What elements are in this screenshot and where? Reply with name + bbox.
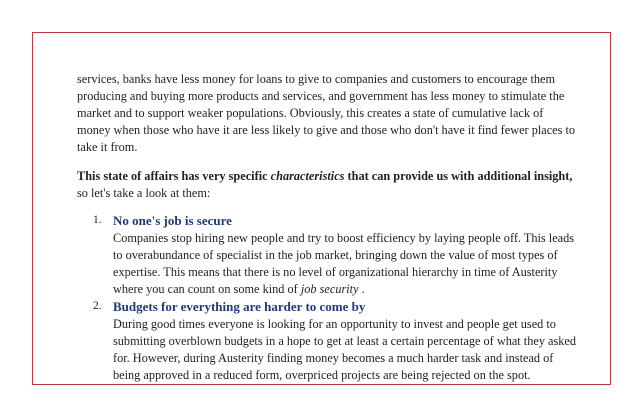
paragraph-characteristics-intro: [77, 168, 577, 202]
intro-bold-end: that can provide us with additional insight,: [344, 169, 573, 183]
list-number: 2.: [93, 300, 102, 312]
list-item-body-italic: job security: [300, 282, 359, 296]
list-item: [77, 298, 577, 384]
document-body: [77, 71, 577, 384]
intro-regular-end: so let's take a look at them:: [77, 186, 211, 200]
list-item-title: Budgets for everything are harder to come by: [113, 299, 366, 314]
list-item-body-text: Companies stop hiring new people and try to boost efficiency by laying people off. This leads to overabundance of specialist in the job market, bringing down the value of most types of expertise. This means that there is no level of organizational hierarchy in time of Austerity where you can count on some kind of: [113, 231, 575, 296]
list-item-body: During good times everyone is looking for an opportunity to invest and people get used to submitting overblown budgets in a hope to get at least a certain percentage of what they asked for. However, during Austerity finding money becomes a much harder task and instead of being approved in a reduced form, overpriced projects are being rejected on the spot.: [113, 317, 577, 382]
characteristics-list: [77, 212, 577, 384]
list-item-title: No one's job is secure: [113, 213, 232, 228]
list-item: [77, 212, 577, 298]
list-item-body: [113, 230, 577, 298]
list-item-body-end: .: [358, 282, 365, 296]
intro-bold-italic: characteristics: [270, 169, 345, 183]
paragraph-money-shortage: services, banks have less money for loans to give to companies and customers to encourage them producing and buying more products and services, and government has less money to stimulate the market and to support weaker populations. Obviously, this creates a state of cumulative lack of money when those who have it are less likely to give and those who don't have it find fewer places to take it from.: [77, 72, 576, 154]
list-number: 1.: [93, 214, 102, 226]
intro-bold-start: This state of affairs has very specific: [77, 169, 271, 183]
